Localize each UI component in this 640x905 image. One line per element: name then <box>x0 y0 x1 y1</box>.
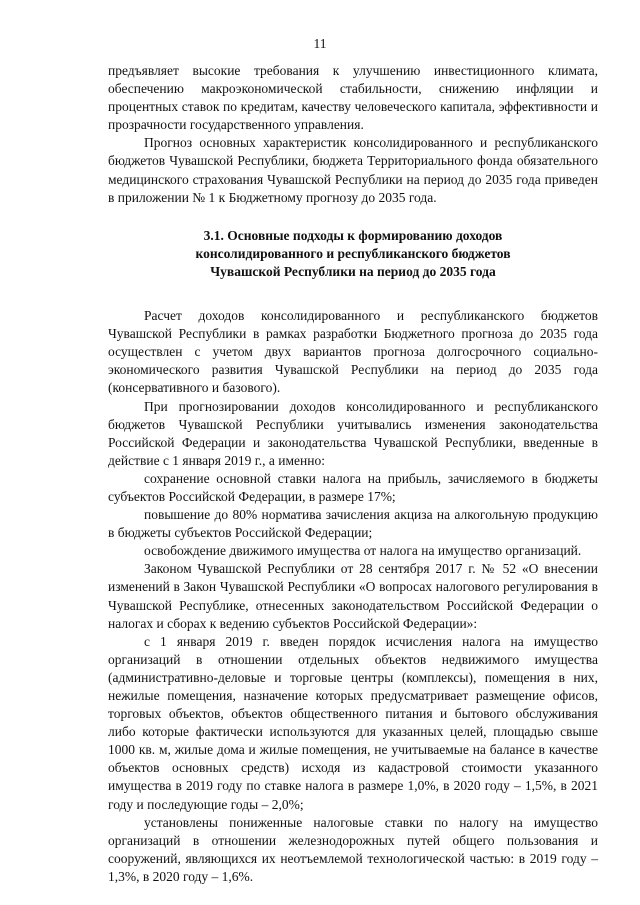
body-paragraph: При прогнозировании доходов консолидированного и республиканского бюджетов Чувашской Республики учитывались изменения законодательства Российской Федерации и законодательства Чувашской Республики, введенные в действие с 1 января 2019 г., а именно: <box>108 398 598 468</box>
list-item-profit-tax: сохранение основной ставки налога на прибыль, зачисляемого в бюджеты субъектов Российской Федерации, в размере 17%; <box>108 470 598 504</box>
list-item-cadastral-value: с 1 января 2019 г. введен порядок исчисления налога на имущество организаций в отношении отдельных объектов недвижимого имущества (административно-деловые и торговые центры (комплексы), помещения в них, нежилые помещения, назначение которых предусматривает размещение офисов, торговых объектов, объектов общественного питания и бытового обслуживания либо которые фактически используются для указанных целей, площадью свыше 1000 кв. м, жилые дома и жилые помещения, не учитываемые на балансе в качестве объектов основных средств) исходя из кадастровой стоимости указанного имущества в 2019 году по ставке налога в размере 1,0%, в 2020 году – 1,5%, в 2021 году и последующие годы – 2,0%; <box>108 633 598 812</box>
list-item-reduced-rates: установлены пониженные налоговые ставки по налогу на имущество организаций в отношении железнодорожных путей общего пользования и сооружений, являющихся их неотъемлемой технологической частью: в 2019 году – 1,3%, в 2020 году – 1,6%. <box>108 814 598 884</box>
section-heading-line: Чувашской Республики на период до 2035 года <box>210 263 496 279</box>
list-item-excise: повышение до 80% норматива зачисления акциза на алкогольную продукцию в бюджеты субъектов Российской Федерации; <box>108 507 598 541</box>
page-number: 11 <box>313 36 327 51</box>
body-paragraph: Расчет доходов консолидированного и республиканского бюджетов Чувашской Республики в рамках разработки Бюджетного прогноза до 2035 года осуществлен с учетом двух вариантов прогноза долгосрочного социально-экономического развития Чувашской Республики на период до 2035 года (консервативного и базового). <box>108 308 598 396</box>
list-item-property-exemption: освобождение движимого имущества от налога на имущество организаций. <box>144 543 582 559</box>
intro-paragraph-forecast: Прогноз основных характеристик консолидированного и республиканского бюджетов Чувашской Республики, бюджета Территориального фонда обязательного медицинского страхования Чувашской Республики на период до 2035 года приведен в приложении № 1 к Бюджетному прогнозу до 2035 года. <box>108 135 598 205</box>
body-paragraph-law: Законом Чувашской Республики от 28 сентября 2017 г. № 52 «О внесении изменений в Закон Чувашской Республики «О вопросах налогового регулирования в Чувашской Республике, отнесенных законодательством Российской Федерации о налогах и сборах к ведению субъектов Российской Федерации»: <box>108 561 598 631</box>
intro-paragraph-continued: предъявляет высокие требования к улучшению инвестиционного климата, обеспечению макроэкономической стабильности, снижению инфляции и процентных ставок по кредитам, качеству человеческого капитала, эффективности и прозрачности государственного управления. <box>108 63 598 133</box>
section-heading-line: консолидированного и республиканского бюджетов <box>195 245 511 261</box>
section-heading <box>108 227 598 281</box>
document-body <box>108 62 598 886</box>
section-heading-line: 3.1. Основные подходы к формированию доходов <box>203 227 503 243</box>
